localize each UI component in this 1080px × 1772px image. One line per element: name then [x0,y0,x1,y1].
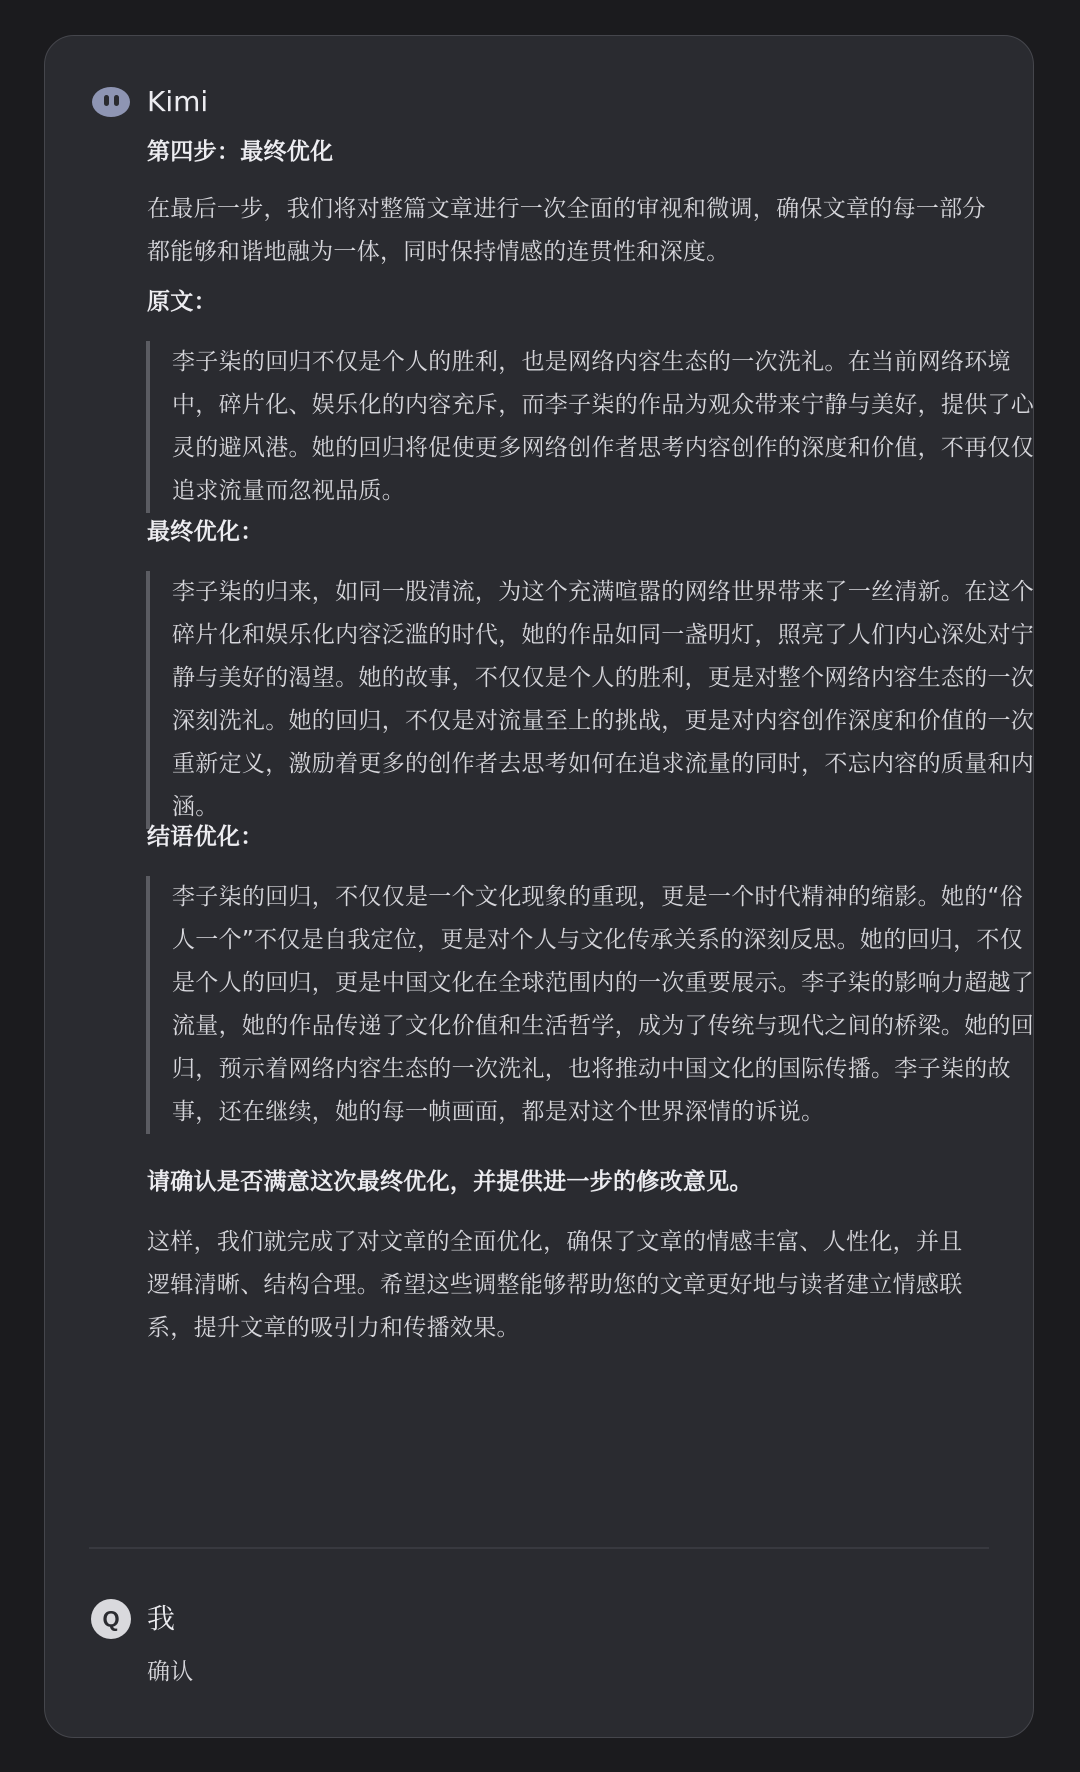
user-message-header [91,1599,175,1639]
message-divider [89,1547,989,1549]
step-heading: 第四步：最终优化 [147,139,334,165]
chat-card [44,35,1034,1738]
conclusion-quote: 李子柒的回归，不仅仅是一个文化现象的重现，更是一个时代精神的缩影。她的“俗人一个”不仅是自我定位，更是对个人与文化传承关系的深刻反思。她的回归，不仅是个人的回归，更是中国文化在全球范围内的一次重要展示。李子柒的影响力超越了流量，她的作品传递了文化价值和生活哲学，成为了传统与现代之间的桥梁。她的回归，预示着网络内容生态的一次洗礼，也将推动中国文化的国际传播。李子柒的故事，还在继续，她的每一帧画面，都是对这个世界深情的诉说。 [146,876,1036,1134]
original-heading: 原文： [147,289,217,315]
bot-message-header [91,82,208,122]
user-name: 我 [147,1602,176,1635]
user-message: 确认 [147,1659,194,1685]
intro-paragraph: 在最后一步，我们将对整篇文章进行一次全面的审视和微调，确保文章的每一部分都能够和谐地融为一体，同时保持情感的连贯性和深度。 [147,196,986,265]
kimi-face-icon [91,82,131,122]
user-avatar-icon [91,1599,131,1639]
closing-paragraph: 这样，我们就完成了对文章的全面优化，确保了文章的情感丰富、人性化，并且逻辑清晰、结构合理。希望这些调整能够帮助您的文章更好地与读者建立情感联系，提升文章的吸引力和传播效果。 [147,1229,963,1341]
conclusion-heading: 结语优化： [147,824,264,850]
bot-name: Kimi [147,85,209,118]
svg-text:Q: Q [102,1606,120,1632]
final-quote: 李子柒的归来，如同一股清流，为这个充满喧嚣的网络世界带来了一丝清新。在这个碎片化和娱乐化内容泛滥的时代，她的作品如同一盏明灯，照亮了人们内心深处对宁静与美好的渴望。她的故事，不仅仅是个人的胜利，更是对整个网络内容生态的一次深刻洗礼。她的回归，不仅是对流量至上的挑战，更是对内容创作深度和价值的一次重新定义，激励着更多的创作者去思考如何在追求流量的同时，不忘内容的质量和内涵。 [146,571,1036,829]
original-quote: 李子柒的回归不仅是个人的胜利，也是网络内容生态的一次洗礼。在当前网络环境中，碎片化、娱乐化的内容充斥，而李子柒的作品为观众带来宁静与美好，提供了心灵的避风港。她的回归将促使更多网络创作者思考内容创作的深度和价值，不再仅仅追求流量而忽视品质。 [146,341,1036,513]
confirm-request: 请确认是否满意这次最终优化，并提供进一步的修改意见。 [147,1169,753,1195]
final-heading: 最终优化： [147,519,264,545]
